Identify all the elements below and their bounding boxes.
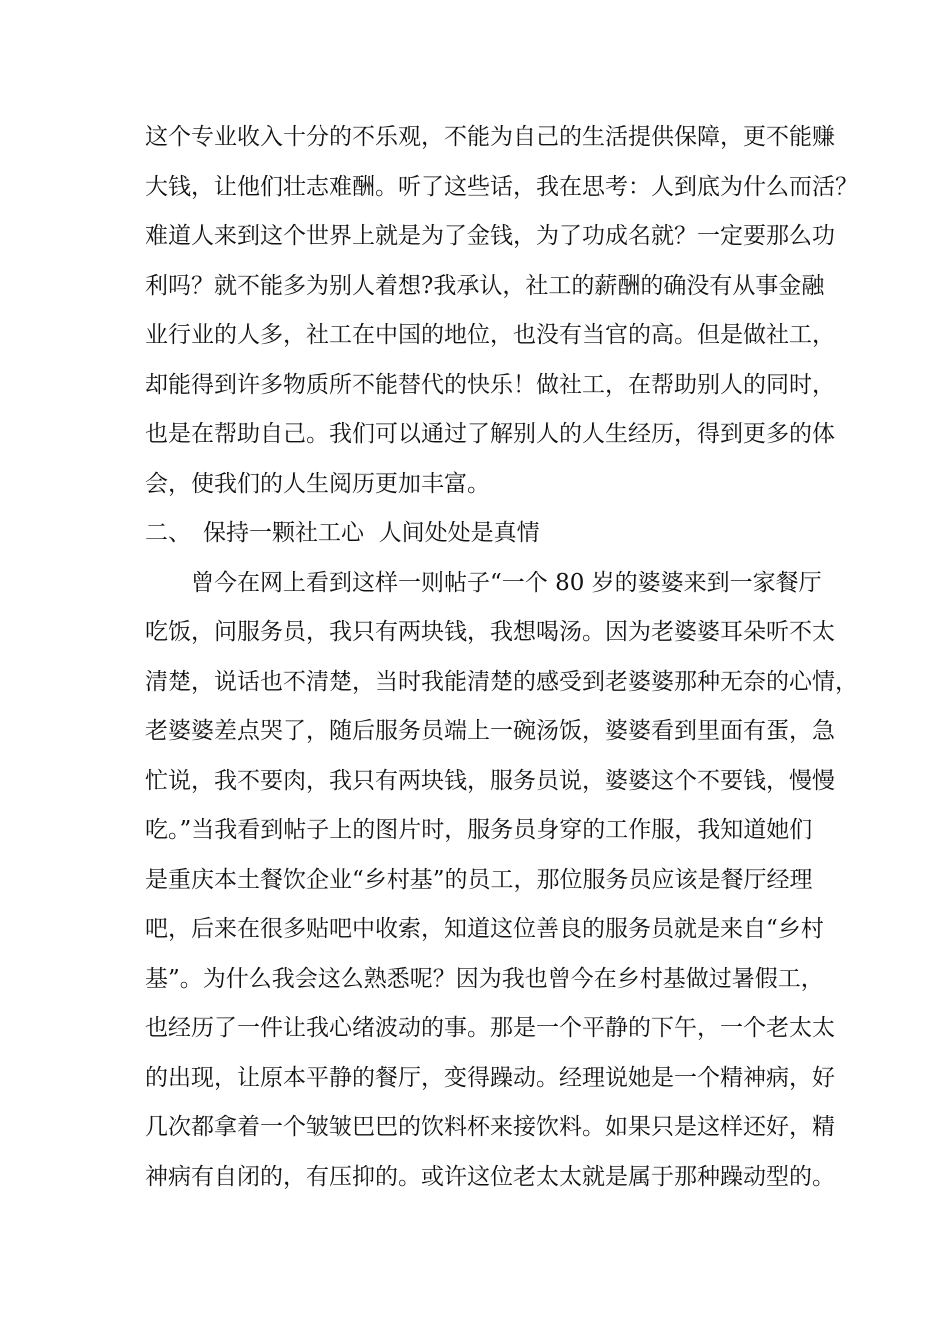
paragraph-line: 吃饭，问服务员，我只有两块钱，我想喝汤。因为老婆婆耳朵听不太 <box>145 619 835 645</box>
paragraph-line: 的出现，让原本平静的餐厅，变得躁动。经理说她是一个精神病，好 <box>145 1064 835 1091</box>
paragraph-line: 吃。”当我看到帖子上的图片时，服务员身穿的工作服，我知道她们 <box>145 817 813 843</box>
body-text <box>145 113 858 1202</box>
section-title: 保持一颗社工心 人间处处是真情 <box>203 520 540 546</box>
paragraph-line: 会，使我们的人生阅历更加丰富。 <box>145 470 490 497</box>
paragraph-line: 难道人来到这个世界上就是为了金钱，为了功成名就？一定要那么功 <box>145 223 835 249</box>
paragraph-line: 也经历了一件让我心绪波动的事。那是一个平静的下午，一个老太太 <box>145 1015 835 1041</box>
section-number: 二、 <box>145 520 191 546</box>
paragraph-line: 业行业的人多，社工在中国的地位，也没有当官的高。但是做社工， <box>145 322 835 348</box>
paragraph-line: 曾今在网上看到这样一则帖子“一个 80 岁的婆婆来到一家餐厅 <box>191 569 822 596</box>
paragraph-line: 是重庆本土餐饮企业“乡村基”的员工，那位服务员应该是餐厅经理 <box>145 866 813 893</box>
paragraph-line: 基”。为什么我会这么熟悉呢？因为我也曾今在乡村基做过暑假工， <box>145 965 824 992</box>
paragraph-line: 却能得到许多物质所不能替代的快乐！做社工，在帮助别人的同时， <box>145 371 835 398</box>
section-heading <box>145 509 810 559</box>
paragraph-line: 吧，后来在很多贴吧中收索，知道这位善良的服务员就是来自“乡村 <box>145 916 824 942</box>
paragraph-line: 忙说，我不要肉，我只有两块钱，服务员说，婆婆这个不要钱，慢慢 <box>145 767 835 794</box>
paragraph-line: 清楚，说话也不清楚，当时我能清楚的感受到老婆婆那种无奈的心情， <box>145 668 858 695</box>
paragraph-line: 神病有自闭的，有压抑的。或许这位老太太就是属于那种躁动型的。 <box>145 1163 835 1190</box>
paragraph-line: 老婆婆差点哭了，随后服务员端上一碗汤饭，婆婆看到里面有蛋，急 <box>145 718 835 744</box>
paragraph-line: 大钱，让他们壮志难酬。听了这些话，我在思考：人到底为什么而活？ <box>145 173 858 200</box>
paragraph-line: 几次都拿着一个皱皱巴巴的饮料杯来接饮料。如果只是这样还好，精 <box>145 1114 835 1140</box>
paragraph-line: 利吗？就不能多为别人着想?我承认，社工的薪酬的确没有从事金融 <box>145 272 825 299</box>
paragraph-line: 这个专业收入十分的不乐观，不能为自己的生活提供保障，更不能赚 <box>145 124 835 150</box>
paragraph-line: 也是在帮助自己。我们可以通过了解别人的人生经历，得到更多的体 <box>145 421 835 447</box>
